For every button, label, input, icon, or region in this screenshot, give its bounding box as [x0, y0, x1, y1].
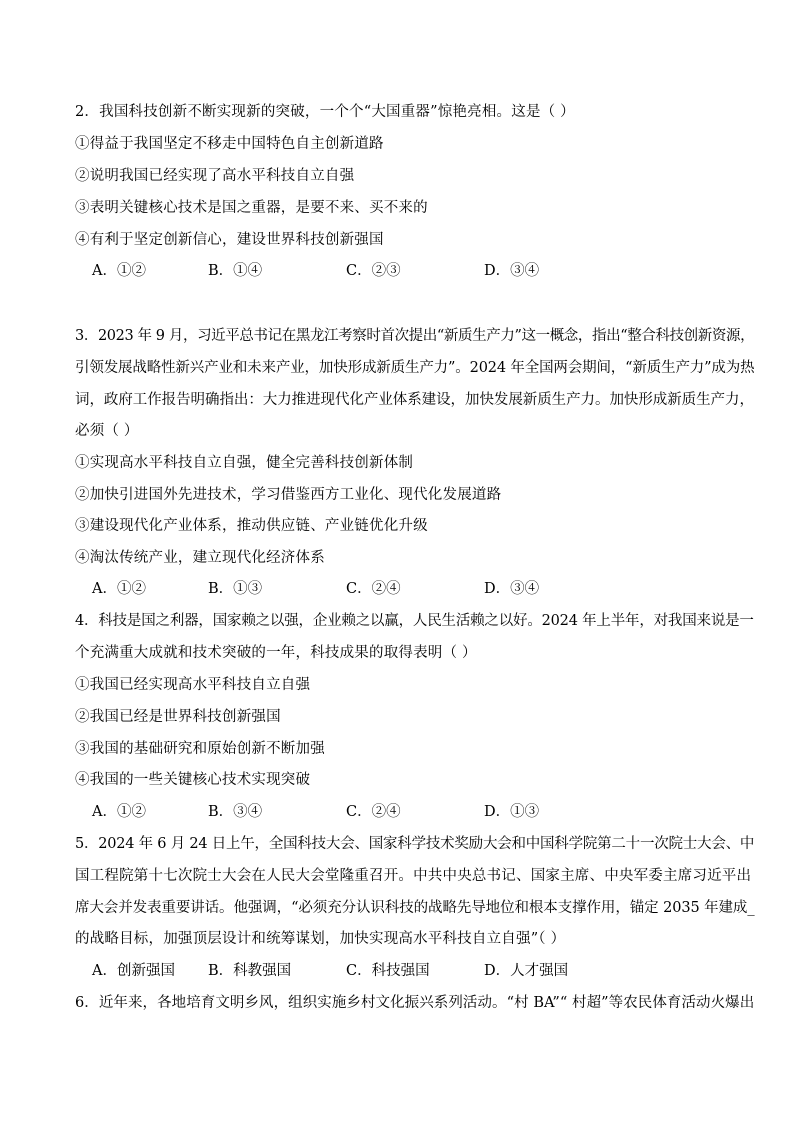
q5-option-a[interactable]: A．创新强国	[92, 963, 175, 979]
q3-item-3: ③建设现代化产业体系，推动供应链、产业链优化升级	[75, 518, 428, 534]
q6-stem-line-1: 6．近年来，各地培育文明乡风，组织实施乡村文化振兴系列活动。“村 BA”“ 村超”等农民体育活动火爆出	[75, 995, 755, 1011]
q2-option-a[interactable]: A．①②	[92, 263, 146, 279]
q3-stem-line-3: 词，政府工作报告明确指出：大力推进现代化产业体系建设，加快发展新质生产力。加快形成新质生产力，	[75, 392, 754, 408]
q2-option-b[interactable]: B．①④	[208, 263, 263, 279]
q4-stem-line-1: 4．科技是国之利器，国家赖之以强，企业赖之以赢，人民生活赖之以好。2024 年上半年，对我国来说是一	[75, 613, 754, 629]
q3-item-2: ②加快引进国外先进技术，学习借鉴西方工业化、现代化发展道路	[75, 487, 502, 503]
q5-option-d[interactable]: D．人才强国	[484, 963, 569, 979]
q3-option-b[interactable]: B．①③	[208, 581, 263, 597]
q4-item-3: ③我国的基础研究和原始创新不断加强	[75, 741, 325, 757]
q2-option-d[interactable]: D．③④	[484, 263, 540, 279]
q3-option-a[interactable]: A．①②	[92, 581, 146, 597]
q4-option-a[interactable]: A．①②	[92, 804, 146, 820]
q5-stem-line-4: 的战略目标，加强顶层设计和统筹谋划，加快实现高水平科技自立自强”（ ）	[75, 931, 566, 947]
q5-stem-line-3: 席大会并发表重要讲话。他强调，“必须充分认识科技的战略先导地位和根本支撑作用，锚定 2035 年建成_	[75, 900, 755, 916]
q4-option-d[interactable]: D．①③	[484, 804, 540, 820]
q2-option-c[interactable]: C．②③	[346, 263, 401, 279]
q3-option-d[interactable]: D．③④	[484, 581, 540, 597]
q3-stem-line-4: 必须（ ）	[75, 423, 139, 439]
q2-item-4: ④有利于坚定创新信心，建设世界科技创新强国	[75, 232, 384, 248]
q3-option-c[interactable]: C．②④	[346, 581, 401, 597]
q4-option-c[interactable]: C．②④	[346, 804, 401, 820]
q4-stem-line-2: 个充满重大成就和技术突破的一年，科技成果的取得表明（ ）	[75, 645, 477, 661]
q2-stem: 2．我国科技创新不断实现新的突破，一个个“大国重器”惊艳亮相。这是（ ）	[75, 104, 575, 120]
q4-item-1: ①我国已经实现高水平科技自立自强	[75, 677, 311, 693]
q5-option-b[interactable]: B．科教强国	[208, 963, 292, 979]
q4-item-2: ②我国已经是世界科技创新强国	[75, 709, 281, 725]
q5-stem-line-1: 5．2024 年 6 月 24 日上午，全国科技大会、国家科学技术奖励大会和中国科学院第二十一次院士大会、中	[75, 836, 755, 852]
q3-stem-line-1: 3．2023 年 9 月，习近平总书记在黑龙江考察时首次提出“新质生产力”这一概念，指出“整合科技创新资源，	[75, 328, 755, 344]
q5-stem-line-2: 国工程院第十七次院士大会在人民大会堂隆重召开。中共中央总书记、国家主席、中央军委主席习近平出	[75, 868, 752, 884]
q3-stem-line-2: 引领发展战略性新兴产业和未来产业，加快形成新质生产力”。2024 年全国两会期间，“新质生产力”成为热	[75, 360, 755, 376]
q3-item-4: ④淘汰传统产业，建立现代化经济体系	[75, 550, 325, 566]
q2-item-3: ③表明关键核心技术是国之重器，是要不来、买不来的	[75, 200, 428, 216]
q4-option-b[interactable]: B．③④	[208, 804, 263, 820]
q4-item-4: ④我国的一些关键核心技术实现突破	[75, 772, 311, 788]
q2-item-1: ①得益于我国坚定不移走中国特色自主创新道路	[75, 136, 384, 152]
q3-item-1: ①实现高水平科技自立自强，健全完善科技创新体制	[75, 455, 414, 471]
q2-item-2: ②说明我国已经实现了高水平科技自立自强	[75, 168, 355, 184]
q5-option-c[interactable]: C．科技强国	[346, 963, 430, 979]
